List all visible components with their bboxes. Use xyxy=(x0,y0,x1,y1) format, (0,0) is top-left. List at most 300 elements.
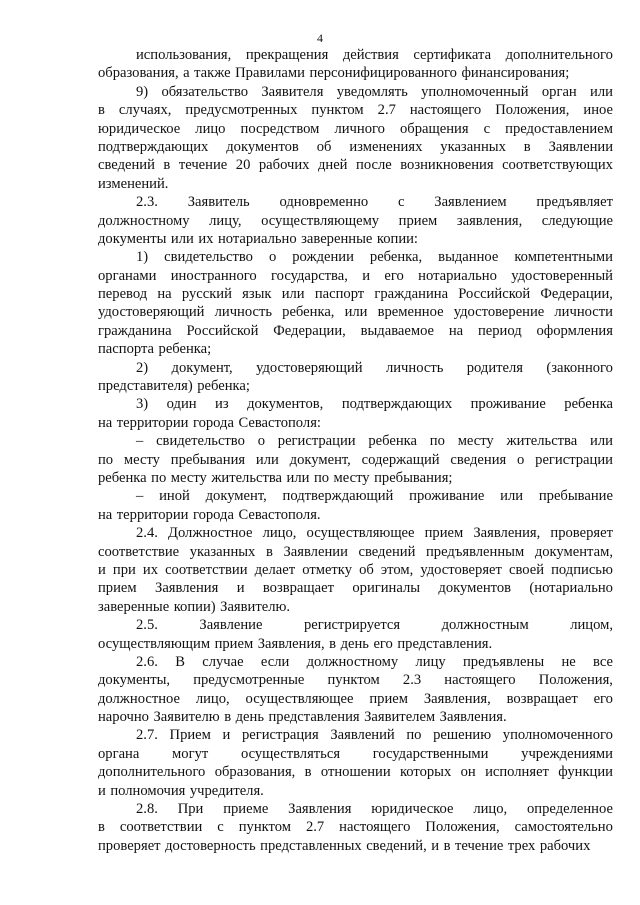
word: не xyxy=(561,653,576,670)
word: сертификата xyxy=(413,47,492,63)
word: Заявлении xyxy=(283,543,348,560)
word: ребенка; xyxy=(197,378,250,395)
word: предъявленным xyxy=(426,543,525,560)
word: Заявление xyxy=(199,617,263,634)
word: определенное xyxy=(527,801,613,818)
word: пунктом xyxy=(238,819,291,836)
word: документам, xyxy=(534,543,613,560)
word: Правилами xyxy=(235,65,305,82)
word: паспорта xyxy=(98,341,155,358)
word: органа xyxy=(98,745,140,762)
word: регистрация xyxy=(241,727,319,744)
word: лицо xyxy=(195,120,226,137)
word: юридическое xyxy=(371,801,454,818)
word: пребывание xyxy=(538,488,613,505)
word: оформления xyxy=(536,322,613,339)
word: документ, xyxy=(205,488,267,505)
word: Заявителю xyxy=(153,709,220,726)
word: должностному xyxy=(306,653,399,670)
word: осуществляющему xyxy=(261,212,380,229)
word: с xyxy=(397,194,405,211)
text-line xyxy=(98,377,613,395)
word: и xyxy=(98,782,106,799)
text-line xyxy=(98,64,613,82)
word: 1) xyxy=(136,249,149,266)
word: язык xyxy=(242,286,272,303)
word: Заявлением xyxy=(434,194,507,211)
text-line xyxy=(98,579,613,597)
word: паспорт xyxy=(314,286,365,303)
word: месту xyxy=(170,469,207,486)
word: период xyxy=(477,322,522,339)
word: на xyxy=(157,286,172,303)
word: случае xyxy=(202,653,244,670)
word: подтверждающий xyxy=(282,488,394,505)
word: все xyxy=(593,653,613,670)
word: копии: xyxy=(376,230,418,247)
word: исполняет xyxy=(485,764,549,781)
paragraph-p-2-3-item-1 xyxy=(98,248,613,358)
word: 2.7. xyxy=(136,727,158,744)
word: проживание xyxy=(409,488,485,505)
word: полномочия xyxy=(110,782,186,799)
word: по xyxy=(313,469,330,486)
text-line xyxy=(98,175,613,193)
word: пребывания xyxy=(170,451,246,468)
word: юридическое xyxy=(98,120,181,137)
word: нарочно xyxy=(98,709,149,726)
text-line xyxy=(98,524,613,542)
word: в xyxy=(224,709,232,726)
word: 2.3. xyxy=(136,194,158,211)
word: предусмотренные xyxy=(193,672,305,689)
word: а xyxy=(183,65,190,82)
word: день xyxy=(235,709,264,726)
word: образования, xyxy=(98,65,179,82)
word: представления xyxy=(268,709,360,726)
text-line xyxy=(98,451,613,469)
word: с xyxy=(217,819,224,836)
word: функции xyxy=(558,764,613,781)
word: ребенка; xyxy=(158,341,212,358)
word: личного xyxy=(334,120,385,137)
word: в xyxy=(304,764,312,781)
word: 2.5. xyxy=(136,617,158,634)
paragraph-p-2-3-item-3-dash-2 xyxy=(98,487,613,524)
word: русский xyxy=(181,286,232,303)
word: Заявления, xyxy=(473,525,541,542)
word: представления. xyxy=(397,635,493,652)
word: возвращает xyxy=(262,580,334,597)
word: настоящего xyxy=(444,672,516,689)
word: Заявлении xyxy=(548,138,613,155)
word: Российской xyxy=(458,286,531,303)
text-line xyxy=(98,414,613,432)
word: один xyxy=(166,396,197,413)
word: компетентными xyxy=(514,249,613,266)
word: регистрации xyxy=(535,451,613,468)
word: лицу xyxy=(415,653,446,670)
word: настоящего xyxy=(339,819,411,836)
word: прием xyxy=(98,580,137,597)
word: сведений xyxy=(98,157,155,174)
word: и xyxy=(431,837,440,854)
word: 9) xyxy=(136,83,149,100)
word: на xyxy=(98,506,113,523)
word: Российской xyxy=(186,322,259,339)
word: в xyxy=(98,819,105,836)
word: 2.7 xyxy=(305,819,325,836)
word: приеме xyxy=(223,801,269,818)
text-line xyxy=(98,267,613,285)
text-line xyxy=(98,616,613,634)
word: документ, xyxy=(289,451,351,468)
word: по xyxy=(98,451,114,468)
word: органами xyxy=(98,267,157,284)
word: документы xyxy=(98,230,167,247)
word: или xyxy=(500,488,524,505)
word: уведомлять xyxy=(336,83,408,100)
word: 2.8. xyxy=(136,801,158,818)
word: ребенка xyxy=(98,469,147,486)
text-line xyxy=(98,138,613,156)
word: образования, xyxy=(214,764,296,781)
word: его xyxy=(593,690,613,707)
word: в xyxy=(329,635,337,652)
word: достоверность xyxy=(165,837,256,854)
word: родителя xyxy=(466,359,524,376)
word: или xyxy=(590,433,613,450)
word: подтверждающих xyxy=(98,138,209,155)
text-line xyxy=(98,653,613,671)
text-line xyxy=(98,671,613,689)
word: Заявления xyxy=(288,801,352,818)
word: в xyxy=(523,138,531,155)
word: удостоверение xyxy=(453,304,545,321)
word: лицом, xyxy=(570,617,613,634)
word: ребенка xyxy=(368,433,418,450)
paragraph-p-2-3-item-3-dash-1 xyxy=(98,432,613,487)
word: обязательство xyxy=(161,83,249,100)
word: Федерации, xyxy=(540,286,613,303)
word: личность xyxy=(214,304,273,321)
word: осуществляющим xyxy=(98,635,211,652)
word: месту xyxy=(457,433,494,450)
word: рабочих xyxy=(539,837,591,854)
word: иное xyxy=(583,102,613,119)
word: документов xyxy=(438,580,512,597)
word: нотариально xyxy=(418,267,497,284)
word: могут xyxy=(172,745,209,762)
word: должностным xyxy=(441,617,529,634)
word: решению xyxy=(433,727,492,744)
word: 3) xyxy=(136,396,149,413)
word: дополнительного xyxy=(505,47,613,63)
word: в xyxy=(265,543,273,560)
word: выданное xyxy=(438,249,499,266)
word: – xyxy=(136,433,144,450)
word: или xyxy=(281,286,305,303)
word: заявления, xyxy=(456,212,523,229)
word: этом, xyxy=(380,561,414,578)
word: Заявления, xyxy=(257,635,325,652)
word: удостоверенный xyxy=(511,267,613,284)
word: нотариально xyxy=(217,230,297,247)
text-line xyxy=(98,230,613,248)
word: пунктом xyxy=(311,102,364,119)
word: своей xyxy=(508,561,545,578)
word: представленных xyxy=(260,837,362,854)
word: рождении xyxy=(292,249,354,266)
page-number: 4 xyxy=(317,31,323,45)
word: города xyxy=(192,414,234,431)
word: предусмотренных xyxy=(185,102,298,119)
word: или xyxy=(344,304,368,321)
word: гражданина xyxy=(98,322,172,339)
word: его xyxy=(373,635,393,652)
word: лицо, xyxy=(195,690,230,707)
word: пунктом xyxy=(327,672,380,689)
word: прием xyxy=(214,635,254,652)
word: представителя) xyxy=(98,378,193,395)
word: в xyxy=(98,102,105,119)
word: месту xyxy=(333,469,370,486)
paragraph-p-2-6 xyxy=(98,653,613,727)
word: лицо, xyxy=(473,801,508,818)
text-line xyxy=(98,469,613,487)
text-line xyxy=(98,763,613,781)
word: следующие xyxy=(541,212,613,229)
word: регистрации xyxy=(277,433,356,450)
paragraph-p-item-9 xyxy=(98,83,613,193)
word: 2.6. xyxy=(136,653,158,670)
word: должностное xyxy=(98,690,180,707)
word: если xyxy=(260,653,290,670)
word: рабочих xyxy=(258,157,310,174)
word: (законного xyxy=(546,359,613,376)
word: об xyxy=(359,561,374,578)
word: и xyxy=(98,561,106,578)
word: действия xyxy=(342,47,399,63)
word: лицу, xyxy=(209,212,242,229)
word: дней xyxy=(317,157,348,174)
word: соответствии xyxy=(165,561,248,578)
word: соответствии xyxy=(119,819,203,836)
word: Положения, xyxy=(425,819,500,836)
text-line xyxy=(98,193,613,211)
word: документов, xyxy=(247,396,324,413)
text-line xyxy=(98,432,613,450)
word: при xyxy=(112,561,136,578)
text-line xyxy=(98,726,613,744)
text-line xyxy=(98,285,613,303)
word: отношении xyxy=(320,764,391,781)
word: 2) xyxy=(136,359,149,376)
text-line xyxy=(98,800,613,818)
text-line xyxy=(98,635,613,653)
word: о xyxy=(257,433,265,450)
word: – xyxy=(136,488,144,505)
word: должностному xyxy=(98,212,190,229)
word: сведения xyxy=(450,451,507,468)
word: В xyxy=(175,653,185,670)
word: об xyxy=(316,138,332,155)
word: самостоятельно xyxy=(514,819,613,836)
word: или xyxy=(590,83,613,100)
word: Положения, xyxy=(495,102,570,119)
word: пребывания; xyxy=(374,469,453,486)
word: и xyxy=(236,580,245,597)
word: делает xyxy=(254,561,296,578)
word: Заявитель xyxy=(187,194,250,211)
word: регистрируется xyxy=(303,617,401,634)
word: предоставлением xyxy=(505,120,613,137)
word: временное xyxy=(377,304,444,321)
word: в xyxy=(443,837,451,854)
word: и xyxy=(362,267,371,284)
text-line xyxy=(98,83,613,101)
word: одновременно xyxy=(279,194,369,211)
word: уполномоченный xyxy=(421,83,529,100)
word: возникновения xyxy=(400,157,494,174)
text-line xyxy=(98,708,613,726)
word: по xyxy=(429,433,445,450)
word: осуществляющее xyxy=(306,525,415,542)
paragraph-p-2-3-item-3 xyxy=(98,395,613,432)
word: случаях, xyxy=(118,102,172,119)
word: перевод xyxy=(98,286,148,303)
word: после xyxy=(356,157,392,174)
word: или xyxy=(170,230,194,247)
text-line xyxy=(98,487,613,505)
word: подтверждающих xyxy=(341,396,453,413)
word: соответствующих xyxy=(502,157,613,174)
word: или xyxy=(255,451,279,468)
word: о xyxy=(268,249,277,266)
word: персонифицированного xyxy=(309,65,457,82)
text-line xyxy=(98,818,613,836)
text-line xyxy=(98,506,613,524)
word: предъявлены xyxy=(462,653,545,670)
paragraph-p-2-3-item-2 xyxy=(98,359,613,396)
word: Прием xyxy=(169,727,211,744)
word: проверяет xyxy=(550,525,613,542)
word: личность xyxy=(385,359,444,376)
word: учредителя. xyxy=(189,782,264,799)
word: прием xyxy=(369,690,408,707)
text-line xyxy=(98,745,613,763)
paragraph-p-2-5 xyxy=(98,616,613,653)
word: его xyxy=(384,267,404,284)
word: прием xyxy=(424,525,464,542)
text-line xyxy=(98,782,613,800)
word: изменений. xyxy=(98,175,169,192)
word: настоящего xyxy=(409,102,482,119)
word: использования, xyxy=(136,47,232,63)
word: указанных xyxy=(189,543,256,560)
word: орган xyxy=(541,83,577,100)
word: месту xyxy=(123,451,160,468)
word: лицо, xyxy=(262,525,297,542)
word: предъявляет xyxy=(536,194,613,211)
word: территории xyxy=(116,506,189,523)
word: и xyxy=(222,727,231,744)
word: Заявления xyxy=(155,580,219,597)
text-line xyxy=(98,120,613,138)
word: на xyxy=(98,414,113,431)
text-line xyxy=(98,690,613,708)
text-line xyxy=(98,322,613,340)
text-line xyxy=(98,561,613,579)
word: проживание xyxy=(470,396,546,413)
word: Заявителем xyxy=(364,709,436,726)
text-line xyxy=(98,359,613,377)
word: документ, xyxy=(171,359,233,376)
word: или xyxy=(286,469,310,486)
word: удостоверяющий xyxy=(98,304,205,321)
word: свидетельство xyxy=(164,249,253,266)
word: заверенные xyxy=(301,230,373,247)
word: финансирования; xyxy=(461,65,570,82)
word: прекращения xyxy=(245,47,329,63)
word: Положения, xyxy=(538,672,613,689)
word: посредством xyxy=(240,120,320,137)
word: возвращает xyxy=(506,690,578,707)
word: проверяет xyxy=(98,837,161,854)
text-line xyxy=(98,46,613,64)
word: осуществляющее xyxy=(245,690,354,707)
document-body xyxy=(98,46,613,855)
word: копии) xyxy=(173,598,216,615)
word: их xyxy=(142,561,158,578)
word: сведений, xyxy=(366,837,427,854)
text-line xyxy=(98,156,613,174)
word: прием xyxy=(398,212,438,229)
word: отметку xyxy=(302,561,352,578)
word: которых xyxy=(399,764,452,781)
word: жительства xyxy=(506,433,578,450)
word: 2.4. xyxy=(136,525,158,542)
word: 2.3 xyxy=(402,672,422,689)
word: 20 xyxy=(235,157,251,174)
word: дополнительного xyxy=(98,764,206,781)
word: государственными xyxy=(372,745,489,762)
word: течение xyxy=(178,157,228,174)
word: по xyxy=(406,727,422,744)
word: гражданина xyxy=(374,286,449,303)
word: Заявителя xyxy=(261,83,324,100)
word: течение xyxy=(454,837,504,854)
word: свидетельство xyxy=(156,433,245,450)
word: заверенные xyxy=(98,598,170,615)
word: их xyxy=(198,230,214,247)
word: территории xyxy=(116,414,189,431)
word: удостоверяющий xyxy=(256,359,363,376)
word: (нотариально xyxy=(529,580,613,597)
word: государства, xyxy=(271,267,348,284)
word: Должностное xyxy=(167,525,253,542)
paragraph-p-2-3 xyxy=(98,193,613,248)
word: Заявителю. xyxy=(220,598,291,615)
text-line xyxy=(98,598,613,616)
word: города xyxy=(192,506,234,523)
text-line xyxy=(98,543,613,561)
paragraph-p-2-4 xyxy=(98,524,613,616)
word: ребенка, xyxy=(282,304,335,321)
word: документы, xyxy=(98,672,171,689)
paragraph-p-2-7 xyxy=(98,726,613,800)
word: Федерации, xyxy=(273,322,346,339)
